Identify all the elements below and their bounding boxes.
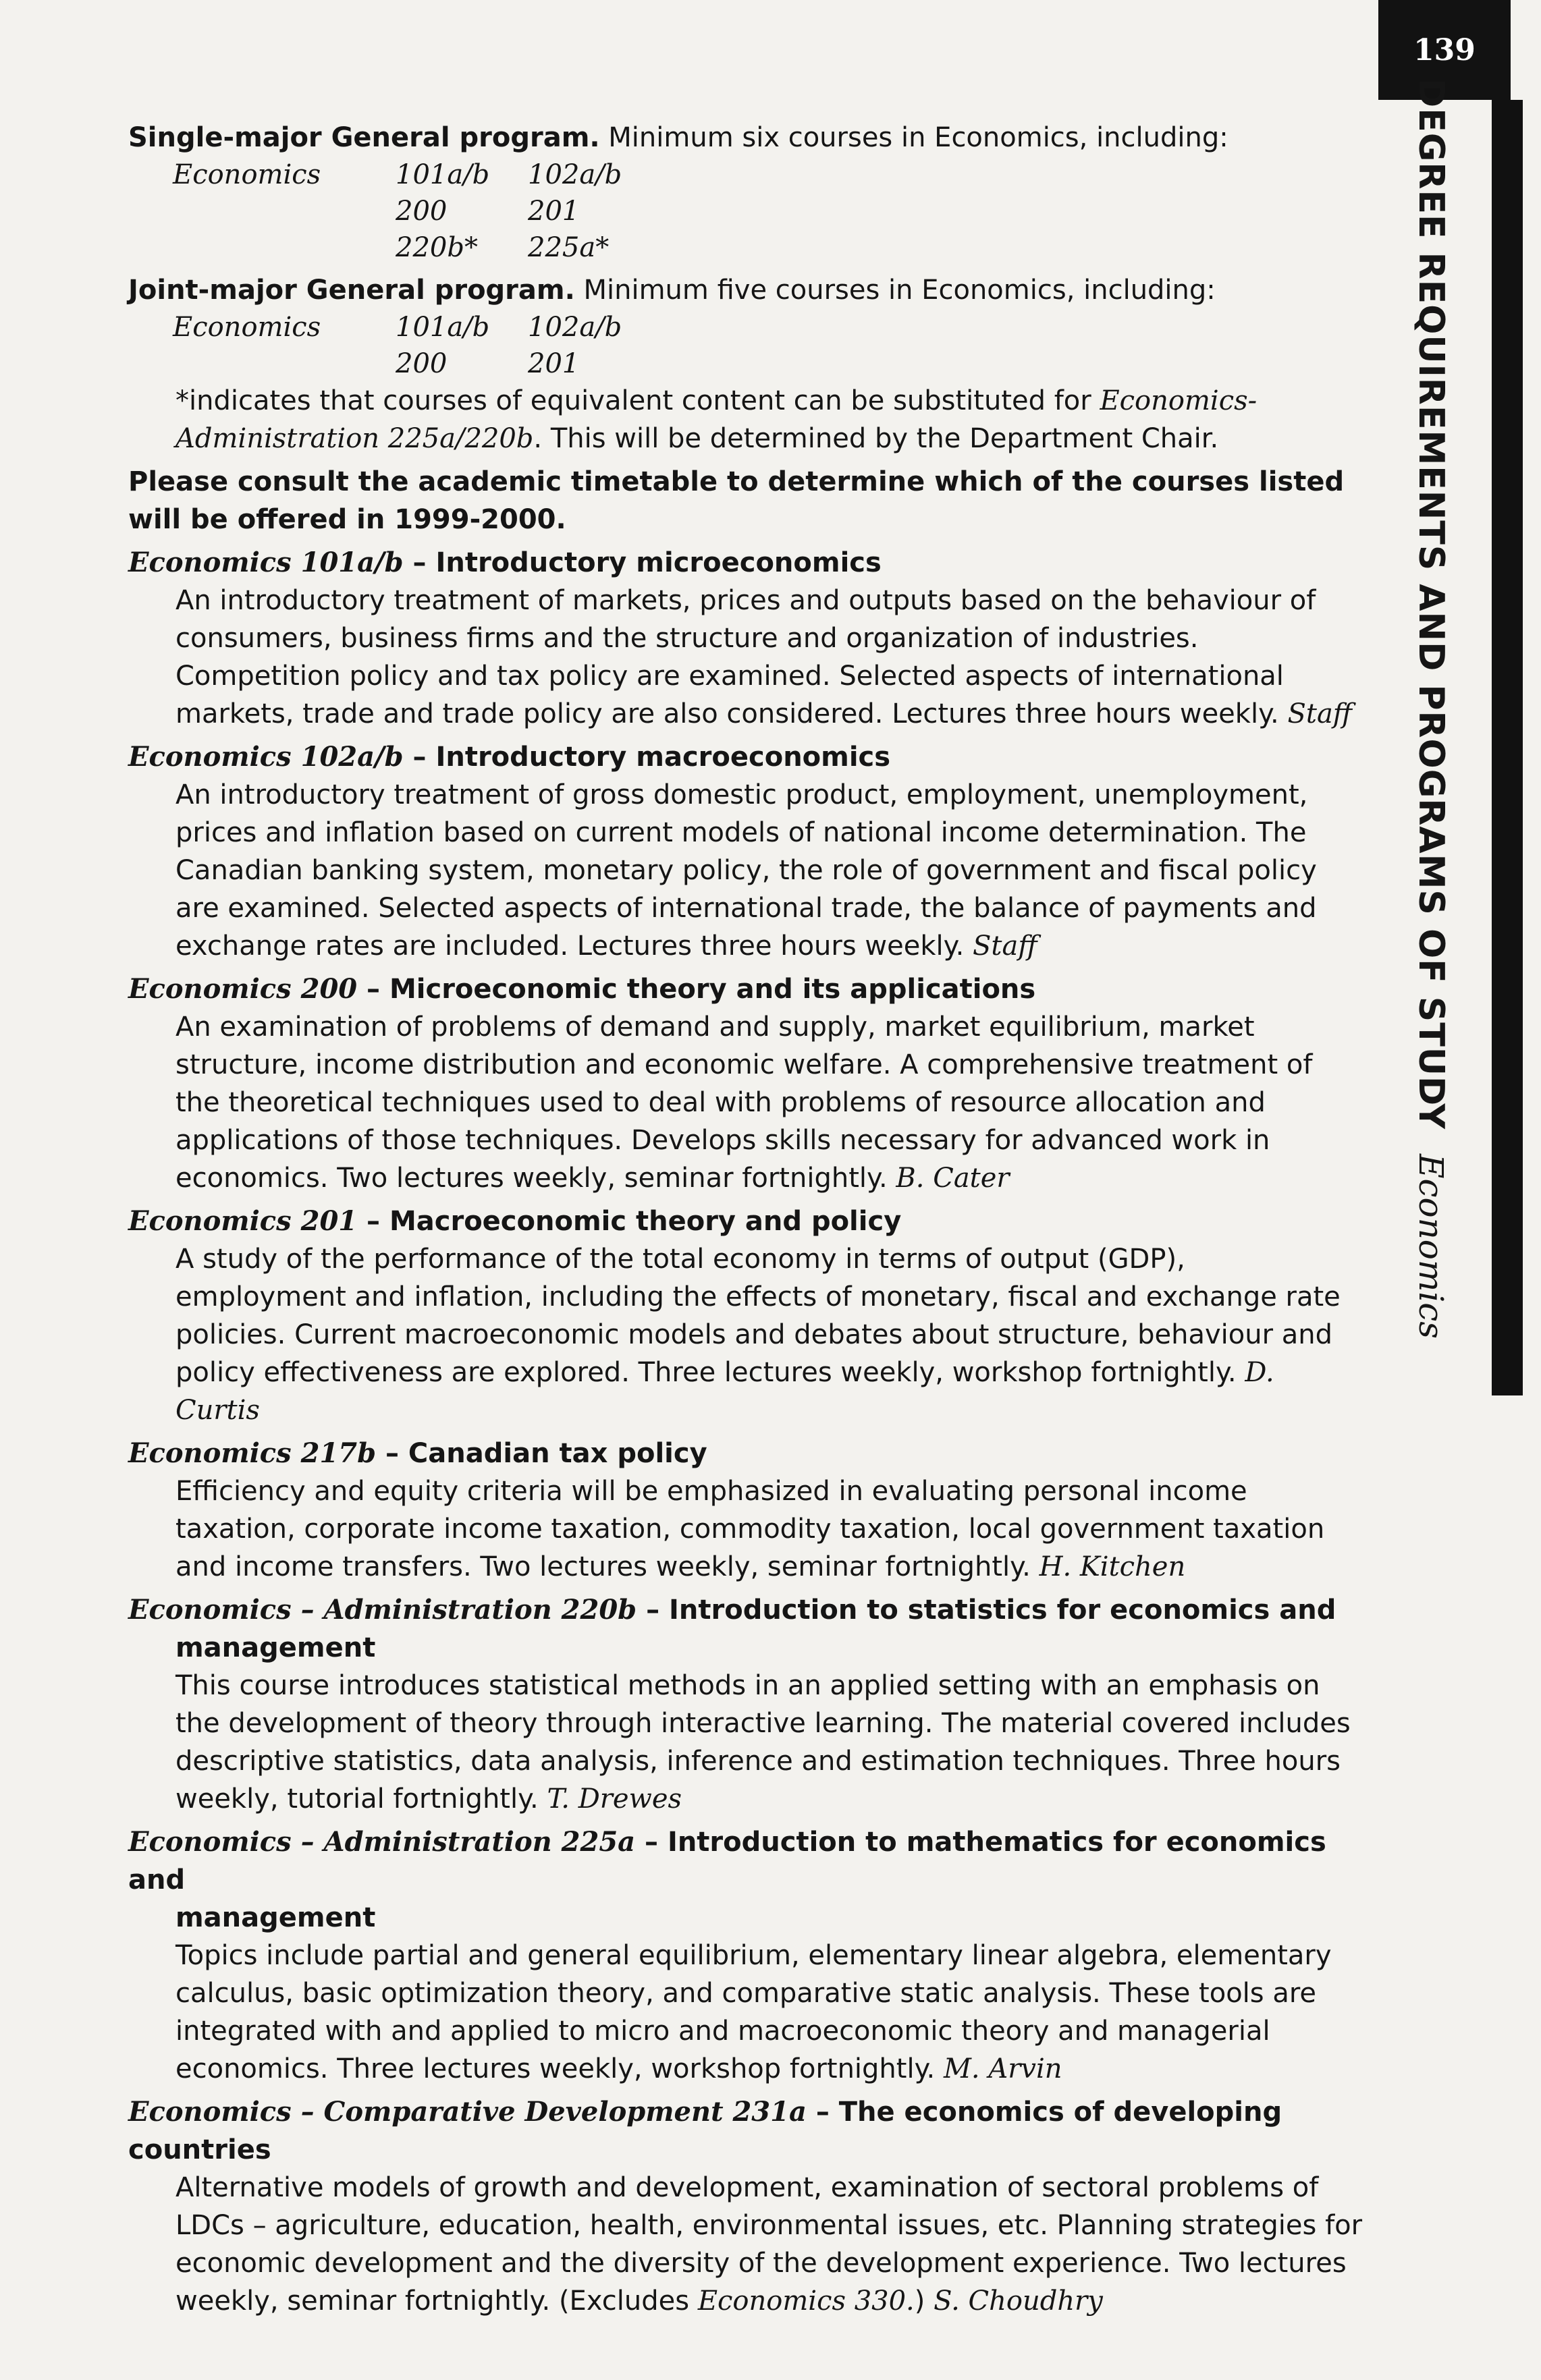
footnote-course: Economics-Administration 225a/220b [175,385,1258,454]
side-header [1374,78,1488,1339]
course-exclusion: Economics 330. [697,2286,915,2317]
course-code: 102a/b [528,159,622,190]
page-number: 139 [1378,0,1511,100]
footnote [175,382,1363,458]
course-code: 101a/b [396,312,490,343]
side-bar [1492,100,1523,1395]
course-instructor: T. Drewes [547,1783,682,1815]
course-instructor: M. Arvin [943,2053,1062,2084]
course-description: An introductory treatment of markets, prices and outputs based on the behaviour of consumers, business firms and the structure and organization of industries. Competition policy and tax policy are examined. Selected aspects of international markets, trade and trade policy are also considered. Lectures three hours weekly. [175,585,1316,729]
course-code: 101a/b [396,159,490,190]
course-instructor: D. Curtis [175,1357,1274,1426]
course-title: – Introduction to mathematics for economics and [128,1827,1326,1895]
course-code: Economics – Administration 225a [128,1826,636,1858]
single-major-text: Minimum six courses in Economics, including: [599,122,1228,153]
course-title: – Microeconomic theory and its applications [357,974,1036,1005]
course-title: – Macroeconomic theory and policy [357,1206,902,1237]
course-code: 200 [396,348,448,379]
course-description: Efficiency and equity criteria will be emphasized in evaluating personal income taxation, corporate income taxation, commodity taxation, local government taxation and income transfers. Two lectures weekly, seminar fortnightly. [175,1476,1325,1582]
course-entry [128,738,1363,965]
course-entry [128,1435,1363,1586]
course-description: Topics include partial and general equilibrium, elementary linear algebra, elementary calculus, basic optimization theory, and comparative static analysis. These tools are integrated with and applied to micro and macroeconomic theory and managerial economics. Three lectures weekly, workshop fortnightly. [175,1940,1332,2084]
course-dept: Economics [173,159,321,190]
course-row [173,345,1363,382]
course-code: 225a* [528,232,610,263]
course-row [173,193,1363,229]
course-code: 200 [396,196,448,227]
course-code: Economics – Comparative Development 231a [128,2096,807,2128]
course-entry [128,544,1363,733]
course-dept: Economics [173,312,321,343]
course-description: An introductory treatment of gross domestic product, employment, unemployment, prices and inflation based on current models of national income determination. The Canadian banking system, monetary policy, the role of government and fiscal policy are examined. Selected aspects of international trade, the balance of payments and exchange rates are included. Lectures three hours weekly. [175,779,1317,962]
course-instructor: S. Choudhry [934,2286,1103,2317]
course-row [173,229,1363,266]
course-dept [173,345,396,382]
footnote-text: *indicates that courses of equivalent content can be substituted for [175,385,1100,416]
course-description: This course introduces statistical methods in an applied setting with an emphasis on the development of theory through interactive learning. The material covered includes descriptive statistics, data analysis, inference and estimation techniques. Three hours weekly, tutorial fortnightly. [175,1670,1351,1815]
course-exclusion-close: ) [914,2286,934,2317]
course-code: Economics 201 [128,1205,358,1237]
course-title: – Canadian tax policy [376,1438,707,1469]
course-code: 220b* [396,232,478,263]
joint-major-course-table [173,309,1363,382]
section-subtitle: Economics [1411,1153,1451,1339]
course-dept [173,229,396,266]
course-code: Economics – Administration 220b [128,1594,637,1626]
footnote-text: . This will be determined by the Department Chair. [533,423,1219,454]
section-title: DEGREE REQUIREMENTS AND PROGRAMS OF STUDY [1411,78,1452,1130]
course-code: Economics 101a/b [128,547,404,578]
course-entry [128,1823,1363,2088]
course-row [173,157,1363,193]
course-description: A study of the performance of the total economy in terms of output (GDP), employment and inflation, including the effects of monetary, fiscal and exchange rate policies. Current macroeconomic models and debates about structure, behaviour and policy effectiveness are explored. Three lectures weekly, workshop fortnightly. [175,1244,1341,1388]
course-entry [128,970,1363,1197]
joint-major-heading: Joint-major General program. [128,275,575,306]
joint-major-program [128,271,1363,458]
timetable-notice: Please consult the academic timetable to determine which of the courses listed will be offered in 1999-2000. [128,466,1345,535]
course-title-continued: management [175,1632,376,1663]
course-instructor: Staff [973,931,1037,962]
course-dept [173,193,396,229]
course-title: – Introductory macroeconomics [403,742,891,773]
course-entry [128,1591,1363,1818]
course-title: – Introduction to statistics for economics and [637,1595,1336,1626]
course-description: Alternative models of growth and development, examination of sectoral problems of LDCs – agriculture, education, health, environmental issues, etc. Planning strategies for economic development and the diversity of the development experience. Two lectures weekly, seminar fortnightly. (Excludes [175,2172,1363,2317]
course-code: Economics 102a/b [128,741,404,773]
single-major-heading: Single-major General program. [128,122,600,153]
course-code: 201 [528,348,580,379]
course-entry [128,1202,1363,1429]
course-code: 102a/b [528,312,622,343]
course-code: 201 [528,196,580,227]
course-entry [128,2093,1363,2320]
page-content [128,119,1363,2325]
course-code: Economics 200 [128,973,358,1005]
course-description: An examination of problems of demand and supply, market equilibrium, market structure, income distribution and economic welfare. A comprehensive treatment of the theoretical techniques used to deal with problems of resource allocation and applications of those techniques. Develops skills necessary for advanced work in economics. Two lectures weekly, seminar fortnightly. [175,1012,1313,1194]
course-title: – Introductory microeconomics [403,547,882,578]
course-code: Economics 217b [128,1437,377,1469]
joint-major-text: Minimum five courses in Economics, including: [574,275,1216,306]
course-instructor: H. Kitchen [1039,1551,1186,1582]
course-title: – The economics of developing countries [128,2097,1282,2165]
single-major-course-table [173,157,1363,266]
course-instructor: B. Cater [896,1163,1010,1194]
single-major-program [128,119,1363,266]
course-title-continued: management [175,1902,376,1933]
course-instructor: Staff [1287,698,1353,729]
course-row [173,309,1363,345]
